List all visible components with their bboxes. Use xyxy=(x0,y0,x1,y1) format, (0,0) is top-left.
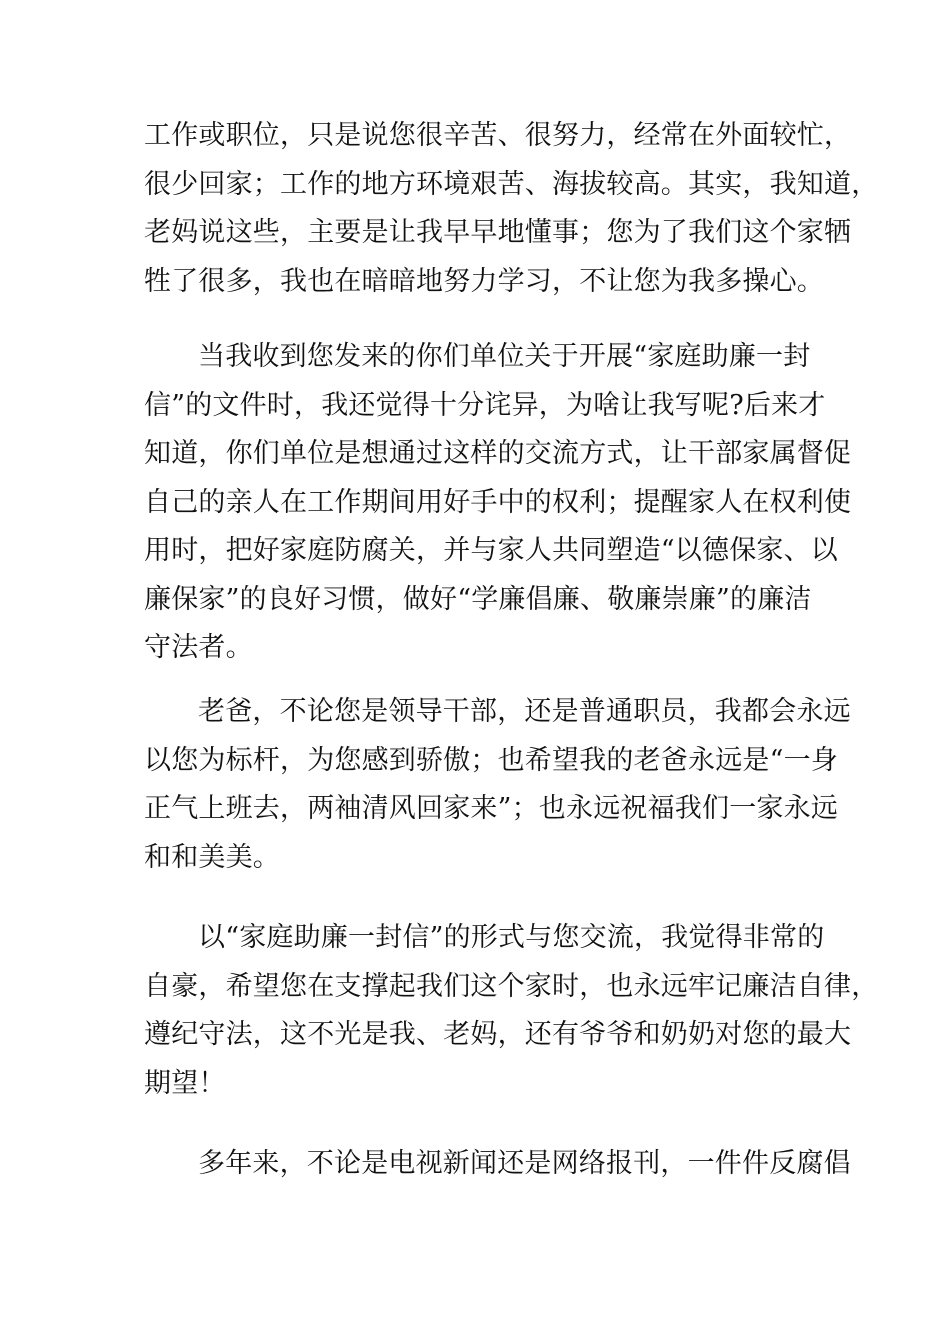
paragraph-line: 遵纪守法，这不光是我、老妈，还有爷爷和奶奶对您的最大 xyxy=(144,1019,852,1050)
paragraph-line: 老妈说这些，主要是让我早早地懂事；您为了我们这个家牺 xyxy=(144,217,852,248)
paragraph-line: 多年来，不论是电视新闻还是网络报刊，一件件反腐倡 xyxy=(198,1148,851,1179)
paragraph-1 xyxy=(144,112,879,306)
paragraph-line: 正气上班去，两袖清风回家来”；也永远祝福我们一家永远 xyxy=(144,793,839,824)
paragraph-4 xyxy=(144,914,879,1108)
paragraph-line: 牲了很多，我也在暗暗地努力学习，不让您为我多操心。 xyxy=(144,265,824,297)
paragraph-line: 自豪，希望您在支撑起我们这个家时，也永远牢记廉洁自律， xyxy=(144,970,879,1002)
paragraph-line: 和和美美。 xyxy=(144,841,280,873)
paragraph-line: 用时，把好家庭防腐关，并与家人共同塑造“以德保家、以 xyxy=(144,535,839,566)
paragraph-line: 老爸，不论您是领导干部，还是普通职员，我都会永远 xyxy=(198,696,851,727)
paragraph-3 xyxy=(144,688,851,882)
paragraph-line: 当我收到您发来的你们单位关于开展“家庭助廉一封 xyxy=(198,341,811,372)
paragraph-line: 很少回家；工作的地方环境艰苦、海拔较高。其实，我知道， xyxy=(144,168,879,200)
paragraph-line: 守法者。 xyxy=(144,632,253,663)
paragraph-line: 自己的亲人在工作期间用好手中的权利；提醒家人在权利使 xyxy=(144,486,852,518)
paragraph-line: 以“家庭助廉一封信”的形式与您交流，我觉得非常的 xyxy=(198,922,825,953)
paragraph-line: 以您为标杆，为您感到骄傲；也希望我的老爸永远是“一身 xyxy=(144,744,839,776)
paragraph-line: 工作或职位，只是说您很辛苦、很努力，经常在外面较忙， xyxy=(144,120,852,151)
paragraph-line: 信”的文件时，我还觉得十分诧异，为啥让我写呢?后来才 xyxy=(144,389,826,421)
paragraph-line: 期望！ xyxy=(144,1067,226,1099)
paragraph-2 xyxy=(144,333,852,673)
paragraph-line: 廉保家”的良好习惯，做好“学廉倡廉、敬廉崇廉”的廉洁 xyxy=(144,583,812,615)
paragraph-5 xyxy=(144,1140,851,1189)
paragraph-line: 知道，你们单位是想通过这样的交流方式，让干部家属督促 xyxy=(144,438,852,469)
